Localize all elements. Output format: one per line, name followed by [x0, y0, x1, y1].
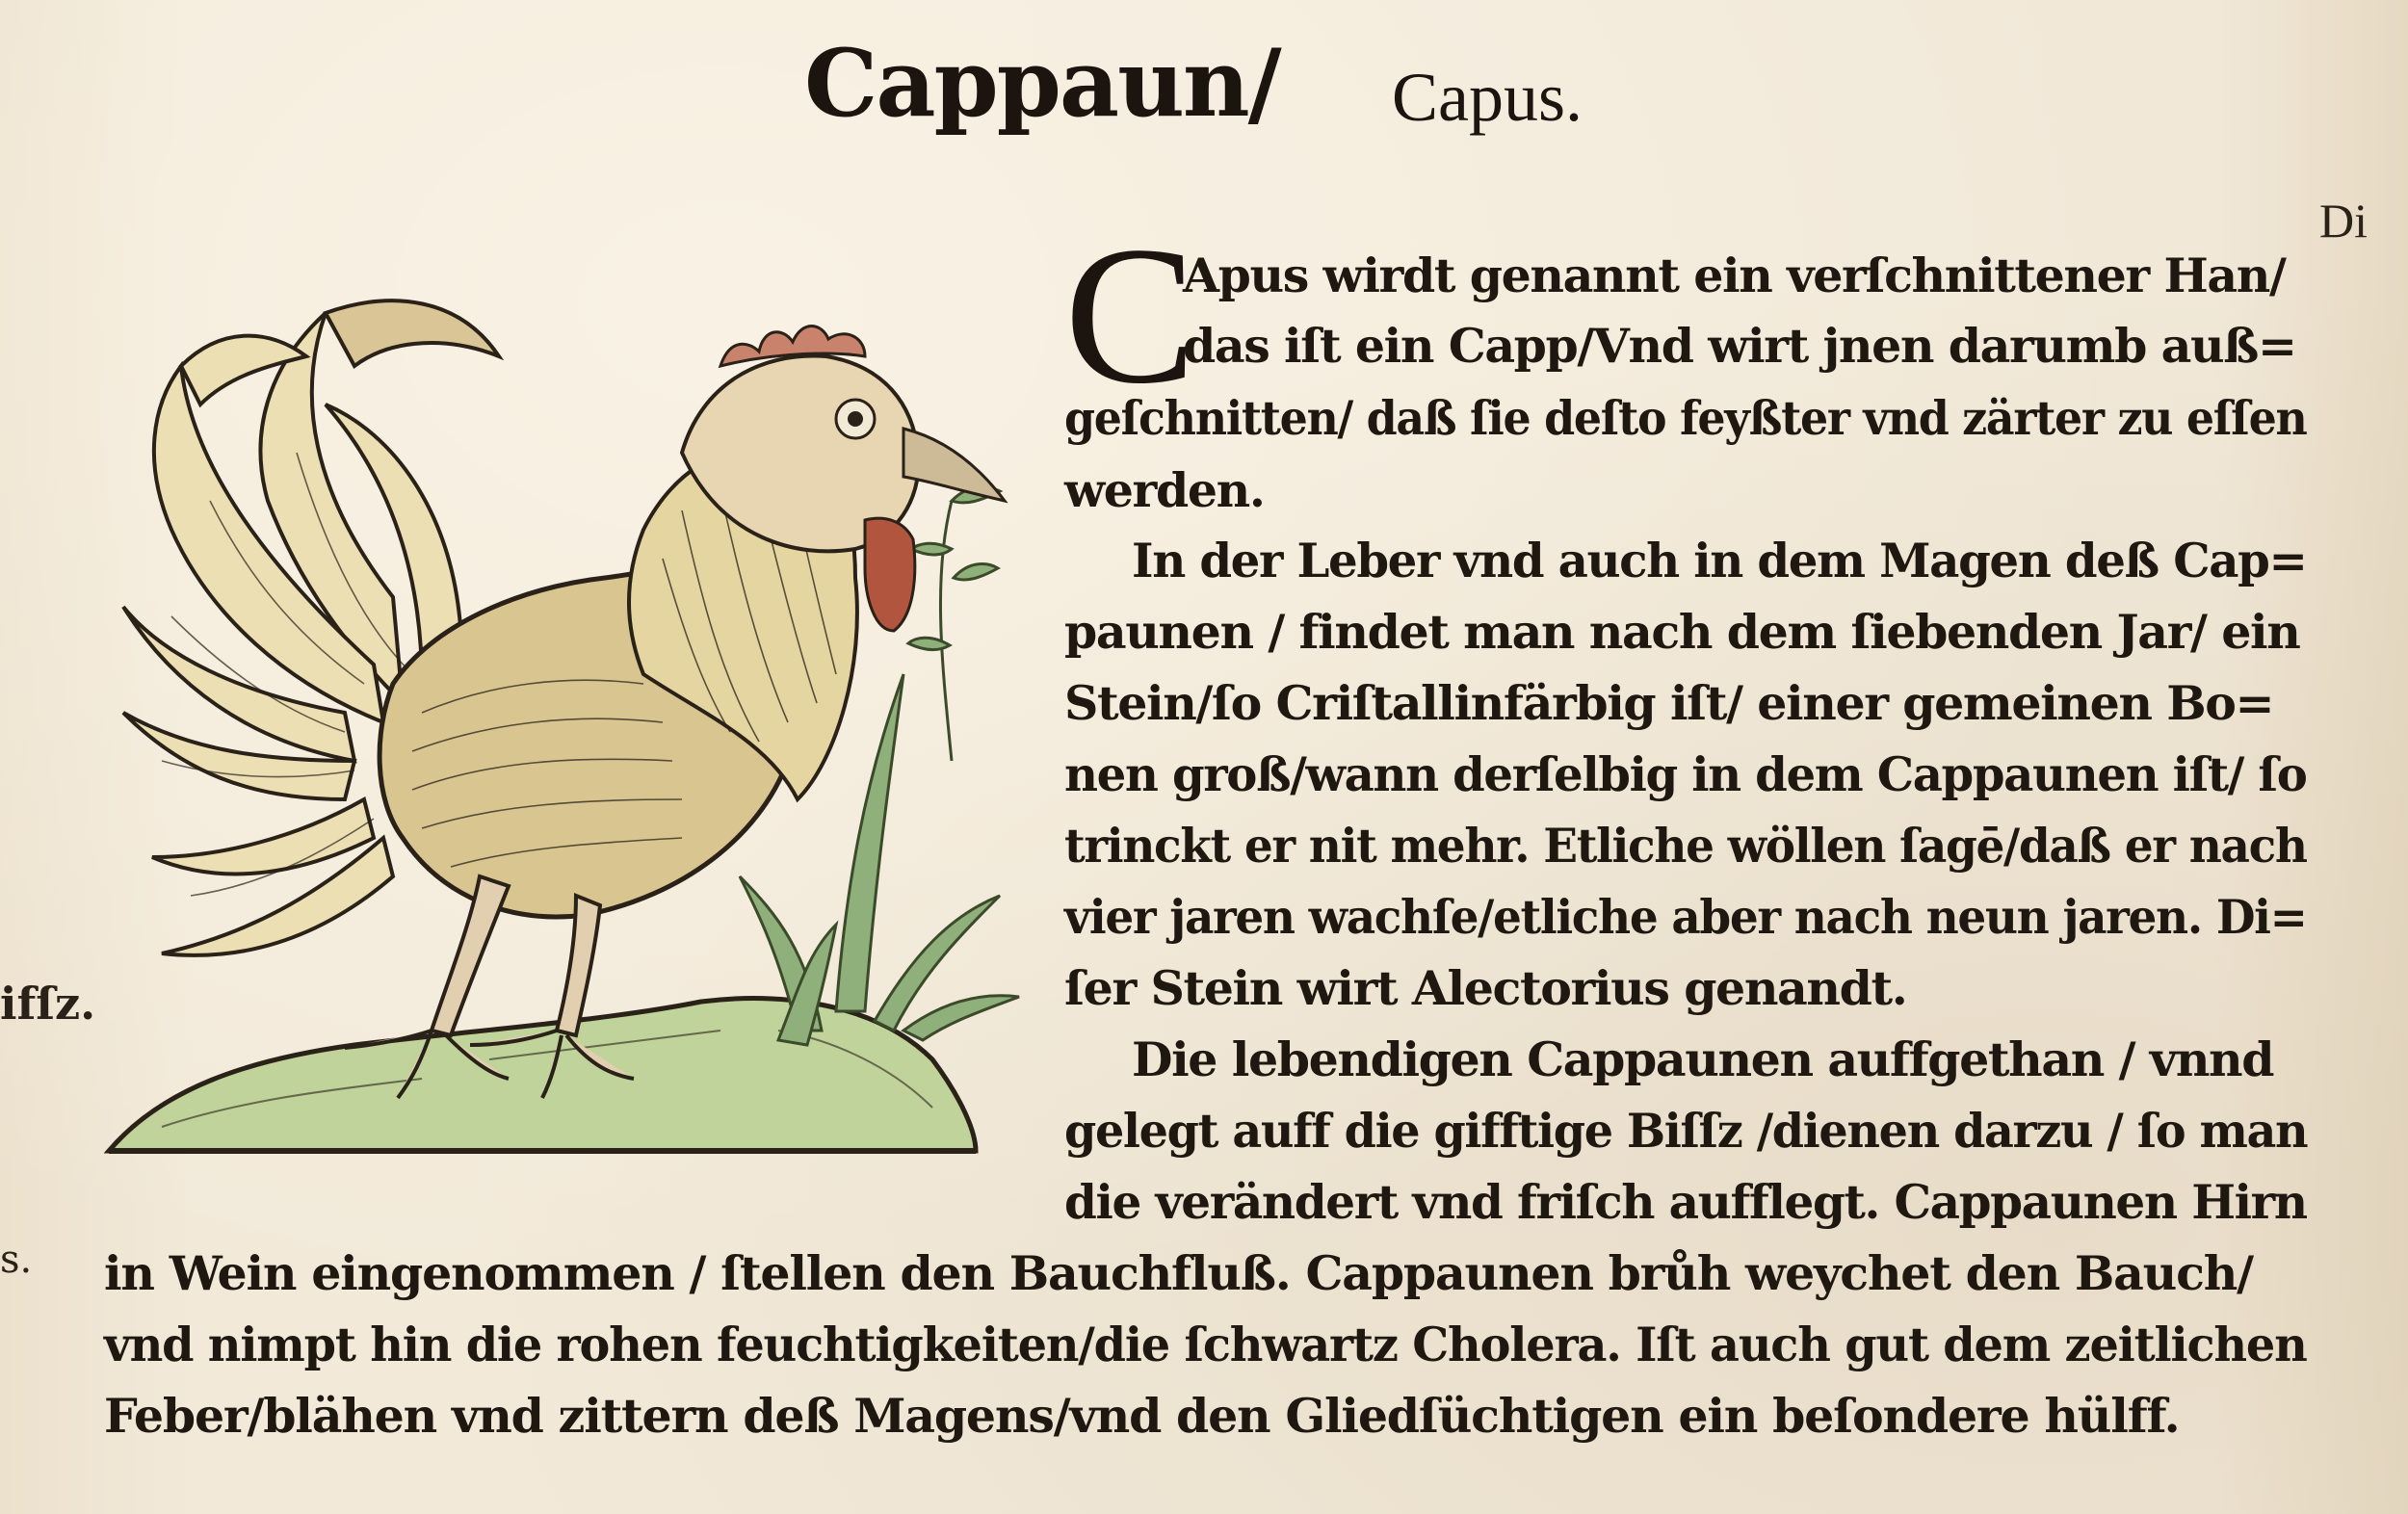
margin-note-right: Di — [2319, 194, 2368, 248]
text-line: Stein/ſo Criſtallinfärbig iſt/ einer gemeinen Bo= — [1064, 675, 2274, 731]
text-line: In der Leber vnd auch in dem Magen deß Cap= — [1132, 533, 2307, 588]
rooster-wattle — [865, 518, 915, 631]
text-line: geſchnitten/ daß ſie deſto feyßter vnd zärter zu eſſen — [1064, 390, 2307, 446]
text-line: Feber/blähen vnd zittern deß Magens/vnd den Gliedſüchtigen ein beſondere hülff. — [104, 1388, 2180, 1444]
text-line: Apus wirdt genannt ein verſchnittener Han/ — [1183, 248, 2286, 303]
margin-note-left: ifſz. — [0, 978, 96, 1030]
text-line: das iſt ein Capp/Vnd wirt jnen darumb auß= — [1183, 318, 2296, 374]
dropcap-initial: C — [1064, 206, 1196, 425]
text-line: die verändert vnd friſch aufflegt. Cappaunen Hirn — [1064, 1174, 2307, 1230]
text-line: vier jaren wachſe/etliche aber nach neun jaren. Di= — [1064, 889, 2307, 945]
text-line: in Wein eingenommen / ſtellen den Bauchfluß. Cappaunen brůh weychet den Bauch/ — [104, 1245, 2253, 1301]
text-line: vnd nimpt hin die rohen feuchtigkeiten/die ſchwartz Cholera. Iſt auch gut dem zeitlichen — [104, 1317, 2307, 1372]
margin-note-left-lower: s. — [0, 1238, 33, 1282]
text-line: werden. — [1064, 462, 1265, 518]
text-line: gelegt auff die gifftige Biſſz /dienen darzu / ſo man — [1064, 1103, 2308, 1159]
text-line: trinckt er nit mehr. Etliche wöllen ſagē/daß er nach — [1064, 818, 2307, 874]
text-line: ſer Stein wirt Alectorius genandt. — [1064, 960, 1907, 1016]
ground-mound — [109, 999, 976, 1151]
rooster-beak — [903, 429, 1005, 501]
text-line: paunen / findet man nach dem ſiebenden Jar/ ein — [1064, 604, 2300, 660]
page-title: Cappaun/ — [804, 29, 1280, 138]
text-line: nen groß/wann derſelbig in dem Cappaunen iſt/ ſo — [1064, 746, 2307, 802]
page-title-latin: Capus. — [1392, 59, 1583, 136]
rooster-illustration — [104, 260, 1048, 1165]
text-line: Die lebendigen Cappaunen auffgethan / vnnd — [1132, 1031, 2274, 1087]
